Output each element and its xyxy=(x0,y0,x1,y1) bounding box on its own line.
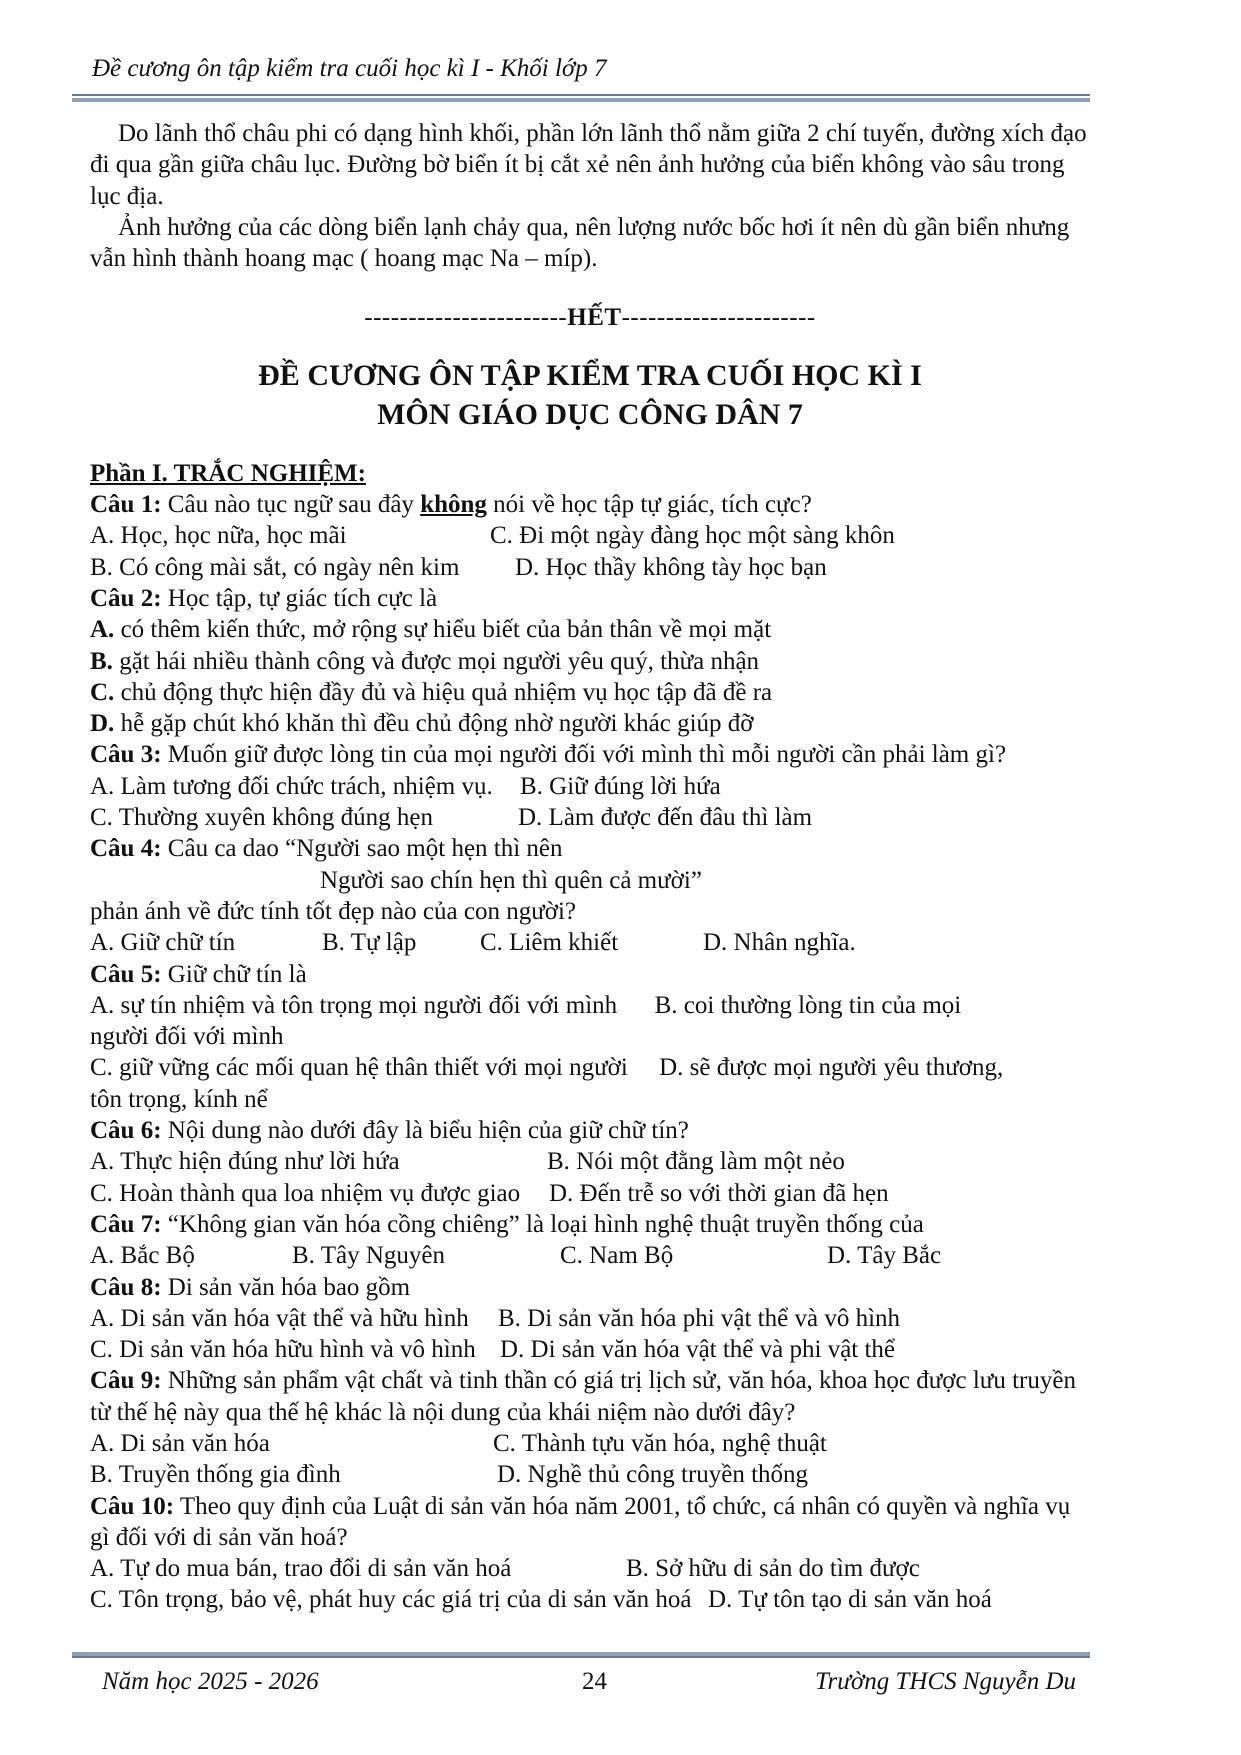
q1-option-c: C. Đi một ngày đàng học một sàng khôn xyxy=(490,522,895,550)
q5-options-ab-line-2: người đối với mình xyxy=(90,1023,284,1051)
q10-option-a: A. Tự do mua bán, trao đổi di sản văn hoá xyxy=(90,1555,512,1583)
q7-option-d: D. Tây Bắc xyxy=(827,1242,942,1270)
q9-option-a: A. Di sản văn hóa xyxy=(90,1429,270,1457)
question-3: Câu 3: Muốn giữ được lòng tin của mọi người đối với mình thì mỗi người cần phải làm gì? xyxy=(90,741,1007,769)
q10-option-d: D. Tự tôn tạo di sản văn hoá xyxy=(708,1586,992,1614)
q4-option-a: A. Giữ chữ tín xyxy=(90,929,236,957)
end-marker: -----------------------HẾT---------------------- xyxy=(364,304,816,332)
question-1-options-bd xyxy=(90,552,1090,583)
title-line-2: MÔN GIÁO DỤC CÔNG DÂN 7 xyxy=(377,397,803,431)
q4-option-d: D. Nhân nghĩa. xyxy=(703,929,856,957)
q8-option-d: D. Di sản văn hóa vật thể và phi vật thể xyxy=(500,1336,896,1364)
q7-option-c: C. Nam Bộ xyxy=(560,1242,674,1270)
q3-option-b: B. Giữ đúng lời hứa xyxy=(520,772,721,800)
question-4: Câu 4: Câu ca dao “Người sao một hẹn thì nên xyxy=(90,835,563,863)
q4-verse-line-2: Người sao chín hẹn thì quên cả mười” xyxy=(320,866,702,894)
question-3-options-cd xyxy=(90,802,1090,833)
question-4-options xyxy=(90,927,1090,958)
q4-option-b: B. Tự lập xyxy=(322,929,417,957)
q5-options-cd-line-1: C. giữ vững các mối quan hệ thân thiết với mọi người D. sẽ được mọi người yêu thương, xyxy=(90,1054,1004,1082)
question-8-options-cd xyxy=(90,1334,1090,1365)
q3-option-c: C. Thường xuyên không đúng hẹn xyxy=(90,804,433,832)
q6-option-c: C. Hoàn thành qua loa nhiệm vụ được giao xyxy=(90,1179,521,1207)
q5-options-cd-line-2: tôn trọng, kính nể xyxy=(90,1085,268,1113)
q3-option-d: D. Làm được đến đâu thì làm xyxy=(518,804,813,832)
q8-option-b: B. Di sản văn hóa phi vật thể và vô hình xyxy=(498,1304,901,1332)
question-9-options-ac xyxy=(90,1428,1090,1459)
section-heading: Phần I. TRẮC NGHIỆM: xyxy=(90,459,366,487)
q6-option-b: B. Nói một đằng làm một nẻo xyxy=(547,1148,845,1176)
q10-option-b: B. Sở hữu di sản do tìm được xyxy=(626,1555,920,1583)
q7-option-b: B. Tây Nguyên xyxy=(292,1242,445,1270)
intro-paragraph-2: Ảnh hưởng của các dòng biển lạnh chảy qua, nên lượng nước bốc hơi ít nên dù gần biển nhưng vẫn hình thành hoang mạc ( hoang mạc Na – míp). xyxy=(90,213,1070,273)
q8-option-c: C. Di sản văn hóa hữu hình và vô hình xyxy=(90,1336,476,1364)
q6-option-d: D. Đến trễ so với thời gian đã hẹn xyxy=(549,1179,889,1207)
question-2: Câu 2: Học tập, tự giác tích cực là xyxy=(90,584,438,612)
question-9-options-bd xyxy=(90,1459,1090,1490)
q5-options-ab-line-1: A. sự tín nhiệm và tôn trọng mọi người đối với mình B. coi thường lòng tin của mọi xyxy=(90,991,962,1019)
q2-option-c: C. chủ động thực hiện đầy đủ và hiệu quả nhiệm vụ học tập đã đề ra xyxy=(90,678,773,706)
q7-option-a: A. Bắc Bộ xyxy=(90,1242,195,1270)
header-rule xyxy=(72,94,1090,102)
q2-option-d: D. hễ gặp chút khó khăn thì đều chủ động nhờ người khác giúp đỡ xyxy=(90,710,754,738)
question-6: Câu 6: Nội dung nào dưới đây là biểu hiện của giữ chữ tín? xyxy=(90,1117,689,1145)
title-line-1: ĐỀ CƯƠNG ÔN TẬP KIỂM TRA CUỐI HỌC KÌ I xyxy=(258,358,922,392)
page-content xyxy=(90,118,1090,1616)
intro-paragraph-1: Do lãnh thổ châu phi có dạng hình khối, phần lớn lãnh thổ nằm giữa 2 chí tuyến, đường xích đạo đi qua gần giữa châu lục. Đường bờ biển ít bị cắt xẻ nên ảnh hưởng của biển không vào sâu trong lục địa. xyxy=(90,120,1087,210)
question-3-options-ab xyxy=(90,771,1090,802)
header-title: Đề cương ôn tập kiểm tra cuối học kì I - Khối lớp 7 xyxy=(92,55,607,82)
question-10: Câu 10: Theo quy định của Luật di sản văn hóa năm 2001, tổ chức, cá nhân có quyền và nghĩa vụ gì đối với di sản văn hoá? xyxy=(90,1492,1071,1551)
question-8-options-ab xyxy=(90,1303,1090,1334)
question-9: Câu 9: Những sản phẩm vật chất và tinh thần có giá trị lịch sử, văn hóa, khoa học được lưu truyền từ thế hệ này qua thế hệ khác là nội dung của khái niệm nào dưới đây? xyxy=(90,1367,1076,1426)
question-1: Câu 1: Câu nào tục ngữ sau đây không nói về học tập tự giác, tích cực? xyxy=(90,491,812,519)
footer-school-name: Trường THCS Nguyễn Du xyxy=(815,1668,1077,1695)
question-5: Câu 5: Giữ chữ tín là xyxy=(90,960,307,988)
q9-option-d: D. Nghề thủ công truyền thống xyxy=(497,1461,809,1489)
page-number: 24 xyxy=(582,1668,607,1695)
q9-option-b: B. Truyền thống gia đình xyxy=(90,1461,341,1489)
q4-tail: phản ánh về đức tính tốt đẹp nào của con người? xyxy=(90,897,577,925)
question-7-options xyxy=(90,1240,1090,1271)
q1-option-b: B. Có công mài sắt, có ngày nên kim xyxy=(90,553,460,581)
footer-school-year: Năm học 2025 - 2026 xyxy=(102,1668,319,1695)
footer-rule xyxy=(72,1650,1090,1658)
q1-option-d: D. Học thầy không tày học bạn xyxy=(515,553,827,581)
q8-option-a: A. Di sản văn hóa vật thể và hữu hình xyxy=(90,1304,469,1332)
q2-option-a: A. có thêm kiến thức, mở rộng sự hiểu biết của bản thân về mọi mặt xyxy=(90,616,772,644)
question-10-options-cd xyxy=(90,1584,1090,1615)
q6-option-a: A. Thực hiện đúng như lời hứa xyxy=(90,1148,400,1176)
q4-option-c: C. Liêm khiết xyxy=(480,929,619,957)
question-1-options-ac xyxy=(90,520,1090,551)
q10-option-c: C. Tôn trọng, bảo vệ, phát huy các giá trị của di sản văn hoá xyxy=(90,1586,692,1614)
question-6-options-cd xyxy=(90,1178,1090,1209)
question-7: Câu 7: “Không gian văn hóa cồng chiêng” là loại hình nghệ thuật truyền thống của xyxy=(90,1210,924,1238)
question-6-options-ab xyxy=(90,1146,1090,1177)
q2-option-b: B. gặt hái nhiều thành công và được mọi người yêu quý, thừa nhận xyxy=(90,647,760,675)
q3-option-a: A. Làm tương đối chức trách, nhiệm vụ. xyxy=(90,772,493,800)
document-title xyxy=(90,356,1090,434)
q1-option-a: A. Học, học nữa, học mãi xyxy=(90,522,347,550)
question-8: Câu 8: Di sản văn hóa bao gồm xyxy=(90,1273,411,1301)
question-10-options-ab xyxy=(90,1553,1090,1584)
q9-option-c: C. Thành tựu văn hóa, nghệ thuật xyxy=(493,1429,827,1457)
